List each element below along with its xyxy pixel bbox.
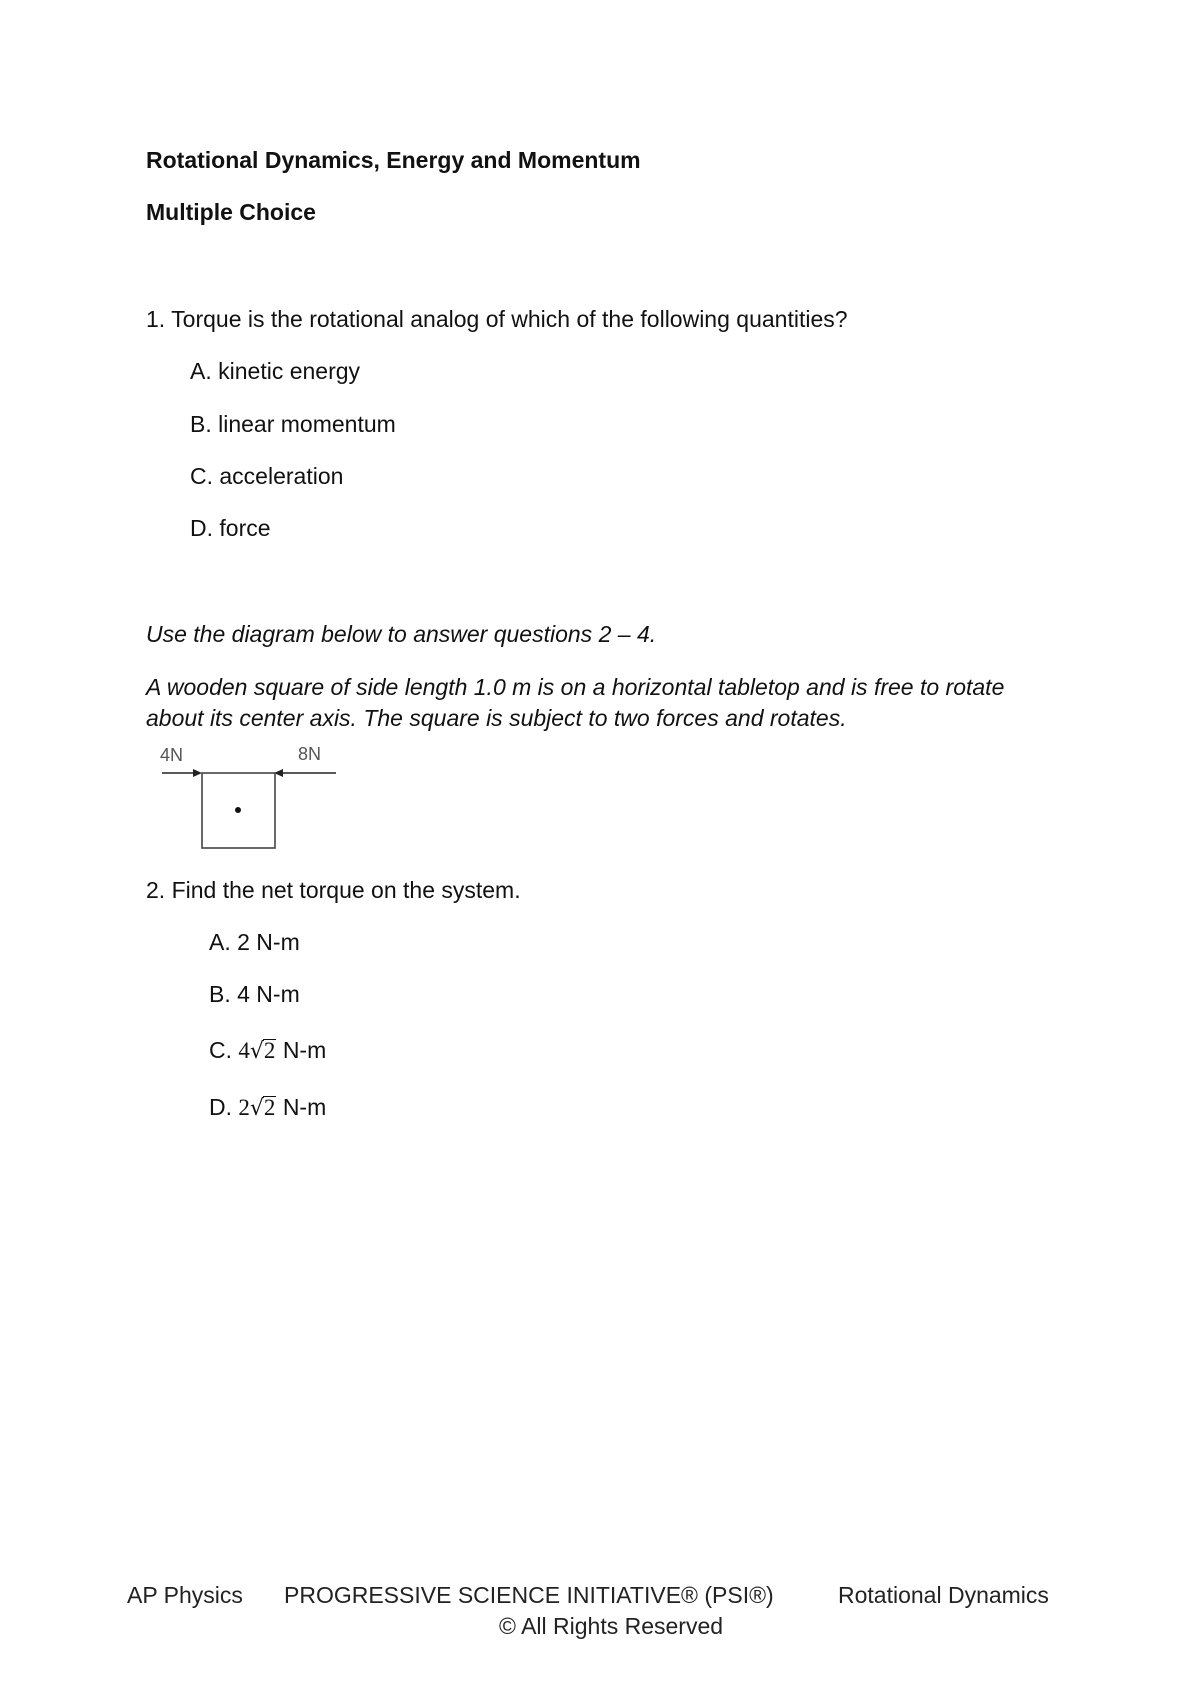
footer-course: AP Physics (127, 1582, 243, 1608)
question-1-choice-d: D. force (190, 515, 271, 541)
question-2-stem: 2. Find the net torque on the system. (146, 877, 521, 903)
question-1-choice-b: B. linear momentum (190, 411, 396, 437)
right-force-label: 8N (298, 744, 322, 764)
choice-d-coefficient: 2 (238, 1095, 250, 1120)
choice-d-label: D. (209, 1094, 232, 1120)
document-title: Rotational Dynamics, Energy and Momentum (146, 147, 641, 173)
question-2-choice-d (209, 1093, 326, 1123)
rotation-axis-dot (235, 807, 241, 813)
radical-sign-icon: √ (249, 1096, 264, 1121)
scenario-line-2: about its center axis. The square is subject to two forces and rotates. (146, 705, 847, 731)
radical-sign-icon: √ (249, 1039, 264, 1064)
right-force-arrow (274, 769, 336, 777)
question-2-choice-a: A. 2 N-m (209, 929, 300, 955)
footer-copyright: © All Rights Reserved (499, 1613, 724, 1639)
choice-c-sqrt (250, 1036, 277, 1066)
choice-c-label: C. (209, 1037, 232, 1063)
force-diagram (150, 742, 350, 852)
question-1-stem: 1. Torque is the rotational analog of which of the following quantities? (146, 306, 848, 332)
footer-organization: PROGRESSIVE SCIENCE INITIATIVE® (PSI®) (284, 1582, 774, 1608)
section-heading: Multiple Choice (146, 199, 316, 225)
question-1-choice-a: A. kinetic energy (190, 358, 361, 384)
choice-d-radicand: 2 (263, 1095, 276, 1120)
scenario-line-1: A wooden square of side length 1.0 m is on a horizontal tabletop and is free to rotate (146, 674, 1005, 700)
choice-d-sqrt (250, 1093, 277, 1123)
diagram-instruction: Use the diagram below to answer questions 2 – 4. (146, 621, 657, 647)
choice-c-unit: N-m (282, 1037, 327, 1063)
choice-d-unit: N-m (282, 1094, 327, 1120)
left-force-label: 4N (160, 745, 184, 765)
question-2-choice-b: B. 4 N-m (209, 981, 300, 1007)
choice-c-coefficient: 4 (238, 1038, 250, 1063)
choice-c-radicand: 2 (263, 1038, 276, 1063)
question-2-choice-c (209, 1036, 326, 1066)
footer-unit: Rotational Dynamics (838, 1582, 1049, 1608)
left-force-arrow (162, 769, 202, 777)
question-1-choice-c: C. acceleration (190, 463, 344, 489)
